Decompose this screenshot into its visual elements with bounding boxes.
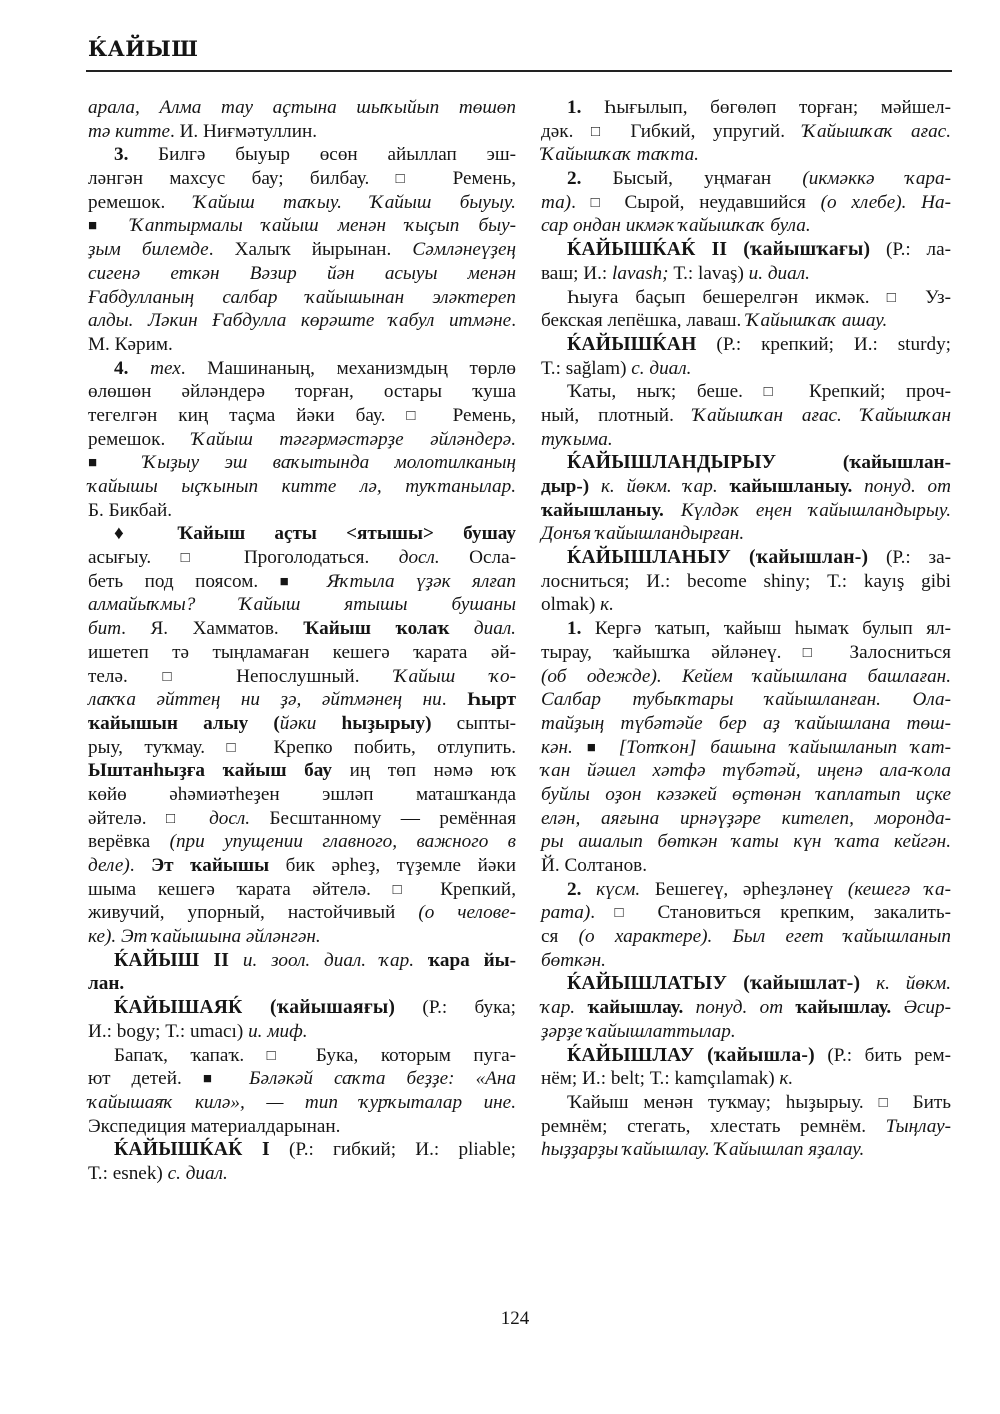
text-line (88, 167, 516, 191)
italic-text: с. диал. (631, 357, 692, 379)
text-run: Уз- (908, 286, 952, 308)
italic-text: ҡан йәшел хәтфә түбәтәй, иңенә ала-ҡола (541, 760, 951, 782)
text-run: ремешок. (88, 428, 192, 450)
text-run: Һыуға баҫып бешерелгән икмәк. (567, 286, 887, 308)
italic-text: күсм. (596, 878, 641, 900)
example-marker-icon: ■ (586, 739, 605, 756)
bold-text: һыҙырыу) (316, 712, 432, 734)
text-line (88, 736, 516, 760)
bold-text: ҡайышын алыу ( (88, 712, 280, 734)
italic-text: тә китте (88, 120, 170, 142)
italic-text: алмайыҡмы? Ҡайыш ятышы бушаны (88, 594, 516, 616)
bold-text: Ҡайыш ҡолаҡ (303, 618, 450, 640)
text-line (88, 807, 516, 831)
translation-marker-icon: □ (763, 384, 789, 401)
text-run: Залосниться (828, 641, 952, 663)
text-run: ләнгән махсус бау; билбау. (88, 168, 396, 190)
text-line (88, 214, 516, 238)
text-line (88, 830, 516, 854)
text-line (541, 1115, 951, 1139)
translation-marker-icon: □ (165, 810, 190, 827)
text-line (541, 451, 951, 475)
text-line (88, 712, 516, 736)
text-run: (Р.: гибкий; И.: pliable; (269, 1139, 516, 1161)
text-line (88, 593, 516, 617)
text-line (541, 499, 951, 523)
page-number: 124 (500, 1308, 530, 1329)
text-line (88, 1044, 516, 1068)
italic-text: Ҡайышҡаҡ ашау. (746, 310, 888, 332)
text-line (88, 901, 516, 925)
italic-text: йәки (279, 712, 317, 734)
italic-text: Ҡайыш тәгәрмәстәрҙе әйләндерә. (191, 428, 516, 450)
italic-text: тайҙың түбәтәйе бер аҙ ҡайышлана төш- (541, 712, 951, 734)
text-run: Ҡайыш менән туҡмау; һыҙырыу. (567, 1091, 879, 1113)
text-line (541, 854, 951, 878)
bold-text: ҡара йы- (414, 949, 517, 971)
italic-text: арала, Алма тау аҫтына шыҡыйып төшөп (88, 97, 516, 118)
text-line (541, 214, 951, 238)
italic-text: һыҙҙарҙы ҡайышлау. Ҡайышлап яҙалау. (541, 1139, 865, 1161)
italic-text: Сәмләнеүҙең (412, 239, 516, 261)
bold-text: ♦ Ҡайыш аҫты <ятышы> бушау (114, 523, 516, 545)
text-run: дәк. (541, 120, 591, 142)
text-line (541, 404, 951, 428)
italic-text: туҡыма. (541, 428, 613, 450)
headword: ЌАЙЫШ II (114, 949, 230, 971)
text-run: Крепкий, (418, 878, 516, 900)
translation-marker-icon: □ (266, 1047, 294, 1064)
text-line (541, 925, 951, 949)
text-run (128, 358, 150, 379)
text-run: нём; И.: belt; Т.: kamçılamak) (541, 1068, 780, 1090)
text-line (541, 522, 951, 546)
bold-text: лан. (88, 973, 125, 995)
bold-text: 3. (114, 144, 129, 166)
text-run: шыма кешегә ҡарата әйтелә. (88, 878, 393, 900)
text-run: . Машинаның, механизмдың төрлө (180, 357, 516, 379)
text-run: Сырой, неудавшийся (609, 191, 821, 213)
text-run: Ремень, (426, 168, 517, 190)
text-run: беть под поясом. (88, 570, 280, 592)
text-run: М. Кәрим. (88, 333, 173, 355)
text-line (88, 428, 516, 452)
text-line (88, 759, 516, 783)
italic-text: ҙәрҙе ҡайышлаттылар. (541, 1020, 736, 1042)
text-run: Экспедиция материалдарынан. (88, 1115, 341, 1137)
text-run: сыпты- (431, 712, 517, 734)
text-run: . Халыҡ йырынан. (208, 239, 413, 261)
text-line (88, 1091, 516, 1115)
text-line (88, 1067, 516, 1091)
text-line (88, 499, 516, 523)
italic-text: к. (600, 594, 614, 616)
italic-text: Яҡтыла үҙәк ялғап (305, 570, 516, 592)
italic-text: сигенә еткән Вәзир йән асыуы менән (88, 262, 516, 284)
text-line (541, 262, 951, 286)
text-run: Бука, которым пуга- (293, 1044, 516, 1066)
text-line (541, 309, 951, 333)
text-line (541, 736, 951, 760)
italic-text: досл. (209, 807, 251, 829)
italic-text: ры ашалып бөткән ҡаты күн ҡата кейгән. (541, 831, 951, 853)
text-line (88, 570, 516, 594)
bold-text: ҡайышланыу. (717, 476, 853, 497)
bold-text: 1. (567, 97, 582, 118)
text-line (88, 996, 516, 1020)
italic-text: рата) (541, 902, 591, 924)
italic-text: ҡайышаяҡ килә», — тип ҡурҡыталар ине. (88, 1091, 516, 1113)
text-run: Ҡаты, ныҡ; беше. (567, 381, 764, 403)
text-run: ваш; И.: (541, 262, 613, 284)
italic-text: Бәләкәй саҡта беҙҙе: «Ана (228, 1068, 516, 1090)
text-run: Й. Солтанов. (541, 855, 648, 876)
text-line (88, 783, 516, 807)
text-run: Ремень, (431, 404, 516, 426)
text-run: Бесштанному — ремённая (250, 807, 517, 829)
text-run: (Р.: бить рем- (814, 1044, 951, 1066)
italic-text: с. диал. (167, 1162, 228, 1184)
text-line (541, 1044, 951, 1068)
text-line (88, 120, 516, 144)
text-run: Гибкий, упругий. (612, 120, 803, 142)
text-line (541, 546, 951, 570)
text-run: . Я. Хамматов. (121, 618, 304, 640)
italic-text: к. йөкм. ҡар. (589, 476, 718, 497)
text-line (541, 1067, 951, 1091)
text-run (190, 808, 209, 829)
text-line (541, 96, 951, 120)
text-line (88, 191, 516, 215)
text-run: рыу, туҡмау. (88, 736, 227, 758)
text-run: әйтелә. (88, 807, 166, 829)
text-run: Т.: lavaş) (668, 262, 749, 284)
italic-text: ҙым билемде (88, 239, 209, 261)
text-line (541, 878, 951, 902)
italic-text: сар ондан икмәк ҡайышҡаҡ була. (541, 215, 811, 237)
italic-text: Ҡайышҡаҡ таҡта. (541, 144, 699, 166)
translation-marker-icon: □ (802, 644, 829, 661)
text-run (581, 879, 596, 900)
text-line (541, 570, 951, 594)
text-line (541, 167, 951, 191)
text-line (541, 286, 951, 310)
italic-text: Ҡайышҡаҡ ағас. (802, 120, 951, 142)
header-rule (86, 70, 952, 72)
text-line (88, 878, 516, 902)
text-line (88, 1138, 516, 1162)
example-marker-icon: ■ (88, 455, 118, 472)
text-run: көйө әһәмиәтһеҙен эшләп маташҡанда (88, 783, 516, 805)
headword: ЌАЙЫШЛАУ (ҡайышла-) (567, 1044, 815, 1066)
italic-text: понуд. от (852, 476, 952, 497)
italic-text: и. миф. (248, 1020, 308, 1042)
italic-text: ке). Эт ҡайышына әйләнгән. (88, 926, 321, 948)
text-run: И.: bogy; Т.: umacı) (88, 1020, 249, 1042)
text-run: (Р.: бука; (395, 997, 516, 1019)
text-line (88, 262, 516, 286)
text-line (88, 665, 516, 689)
running-head: ЌАЙЫШ (88, 36, 199, 61)
text-run: иң төп нәмә юҡ (331, 760, 517, 782)
translation-marker-icon: □ (392, 881, 419, 898)
text-run: ся (541, 926, 579, 948)
text-line (541, 783, 951, 807)
bold-text: 2. (567, 878, 582, 900)
italic-text: [Тотҡон] башына ҡайышланып ҡат- (604, 736, 951, 758)
italic-text: ҡайышы ыҫҡынып китте лә, туҡтанылар. (88, 476, 516, 497)
italic-text: Әсир- (891, 997, 951, 1019)
text-run: бик әрһеҙ, түҙемле йәки (269, 855, 517, 876)
translation-marker-icon: □ (226, 739, 253, 756)
italic-text: ҡар. (541, 997, 576, 1019)
italic-text: Ҡайыш таҡыу. Ҡайыш быуыу. (193, 191, 516, 213)
bold-text: Ыштанһыҙға ҡайыш бау (88, 760, 332, 782)
italic-text: буйлы оҙон кәзәкей өҫтөнән ҡаплатып иҫке (541, 783, 951, 805)
bold-text: ҡайышлау. (575, 997, 684, 1019)
italic-text: Ғабдулланың салбар ҡайышынан эләктереп (88, 286, 516, 308)
headword: ЌАЙЫШЛАНЫУ (ҡайышлан-) (567, 547, 869, 569)
text-line (541, 665, 951, 689)
translation-marker-icon: □ (162, 668, 202, 685)
text-run: Бешегеү, әрһеҙләнеү (640, 878, 848, 900)
bold-text: дыр-) (541, 476, 590, 497)
text-line (88, 357, 516, 381)
italic-text: понуд. от (683, 997, 784, 1019)
text-run: Һығылып, бөгөлөп торған; мәйшел- (581, 97, 951, 118)
text-run: ремнём; стегать, хлестать ремнём. (541, 1115, 886, 1137)
italic-text: (при упущении главного, важного в (169, 831, 517, 853)
text-run: (Р.: крепкий; И.: sturdy; (696, 333, 951, 355)
example-marker-icon: ■ (279, 573, 306, 590)
headword: ЌАЙЫШЛАТЫУ (ҡайышлат-) (567, 973, 861, 995)
text-line (541, 688, 951, 712)
italic-text: (о хлебе). На- (820, 191, 952, 213)
example-marker-icon: ■ (202, 1071, 229, 1088)
italic-text: диал. (449, 618, 516, 640)
translation-marker-icon: □ (614, 905, 639, 922)
headword: ЌАЙЫШЌАН (567, 333, 697, 355)
text-run: Непослушный. (201, 665, 395, 687)
text-line (541, 475, 951, 499)
text-run: Бапаҡ, ҡапаҡ. (114, 1044, 267, 1066)
italic-text: Салбар тубыҡтары ҡайышланған. Ола- (541, 689, 951, 711)
text-line (541, 143, 951, 167)
headword: ЌАЙЫШАЯЌ (ҡайышаяғы) (114, 997, 396, 1019)
italic-text: лаҡҡа әйттең ни ҙә, әйтмәнең ни (88, 689, 442, 711)
text-run: . (129, 855, 152, 876)
headword: ЌАЙЫШЌАЌ II (ҡайышҡағы) (567, 239, 871, 261)
italic-text: Ҡайышҡан ағас. Ҡайышҡан (692, 404, 951, 426)
bold-text: 4. (114, 357, 129, 379)
text-run: (Р.: ла- (870, 239, 951, 261)
text-line (88, 1115, 516, 1139)
bold-text: Һырт (467, 689, 516, 711)
italic-text: и. зоол. диал. ҡар. (229, 949, 415, 971)
text-line (88, 451, 516, 475)
text-run: ишетеп тә тыңламаған кешегә ҡарата әй- (88, 641, 516, 663)
text-run: Бысый, уңмаған (581, 168, 803, 190)
text-line (88, 546, 516, 570)
text-run: ремешок. (88, 191, 194, 213)
italic-text: (о челове- (418, 902, 516, 924)
text-run: Крепко побить, отлупить. (252, 736, 517, 758)
italic-text: к. йөкм. (860, 973, 951, 995)
text-line (88, 404, 516, 428)
text-line (541, 901, 951, 925)
text-line (88, 1162, 516, 1186)
text-line (541, 428, 951, 452)
text-run: ный, плотный. (541, 404, 693, 426)
text-line (541, 617, 951, 641)
italic-text: (кешегә ҡа- (847, 878, 952, 900)
text-line (541, 712, 951, 736)
text-line (541, 1091, 951, 1115)
bold-text: Эт ҡайышы (151, 855, 270, 876)
text-line (88, 617, 516, 641)
italic-text: деле) (88, 855, 130, 876)
text-line (541, 1020, 951, 1044)
text-line (541, 830, 951, 854)
bold-text: (ҡайышлан- (776, 452, 951, 474)
italic-text: (икмәккә ҡара- (802, 168, 951, 190)
text-line (88, 854, 516, 878)
text-run: Б. Бикбай. (88, 499, 173, 521)
text-line (88, 143, 516, 167)
text-line (541, 333, 951, 357)
text-line (88, 522, 516, 546)
italic-text: Ҡыҙыу эш ваҡытында молотилканың (117, 452, 517, 474)
italic-text: бит (88, 618, 122, 640)
text-line (541, 641, 951, 665)
text-line (541, 380, 951, 404)
text-run: Т.: sağlam) (541, 357, 632, 379)
bold-text: 1. (567, 618, 582, 640)
left-column (88, 96, 516, 1186)
text-line (88, 380, 516, 404)
text-line (88, 96, 516, 120)
text-run: телә. (88, 665, 163, 687)
italic-text: тех (150, 357, 181, 379)
text-run: тырау, ҡайышҡа әйләнеү. (541, 641, 803, 663)
text-run: асығыу. (88, 547, 181, 569)
text-run: Т.: esnek) (88, 1162, 168, 1184)
text-run: . И. Ниғмәтуллин. (169, 120, 318, 142)
italic-text: lavash; (612, 262, 669, 284)
translation-marker-icon: □ (590, 194, 610, 211)
italic-text: Ҡайыш ҡо- (394, 665, 516, 687)
italic-text: кән. (541, 736, 587, 758)
bold-text: 2. (567, 168, 582, 190)
text-line (541, 357, 951, 381)
text-run: Становиться крепким, закалить- (638, 902, 952, 924)
italic-text: Күлдәк еңен ҡайышландырыу. (663, 499, 951, 521)
bold-text: ҡайышлау. (783, 997, 892, 1019)
headword: ЌАЙЫШЌАЌ I (114, 1139, 270, 1161)
text-line (88, 1020, 516, 1044)
italic-text: (о характере). Был егет ҡайышланып (578, 926, 952, 948)
bold-text: ҡайышланыу. (541, 499, 664, 521)
italic-text: алды. Ләкин Ғабдулла көрәште ҡабул итмәне (88, 310, 512, 332)
text-line (541, 191, 951, 215)
text-run: olmak) (541, 594, 601, 616)
translation-marker-icon: □ (406, 407, 432, 424)
example-marker-icon: ■ (88, 218, 112, 235)
right-column (541, 96, 951, 1162)
text-line (541, 1138, 951, 1162)
text-line (541, 593, 951, 617)
text-line (88, 925, 516, 949)
translation-marker-icon: □ (180, 550, 215, 567)
text-line (541, 972, 951, 996)
text-run: . (571, 191, 591, 213)
text-run: Бить (897, 1091, 952, 1113)
text-run: тегелгән киң таҫма йәки бау. (88, 404, 407, 426)
text-line (541, 759, 951, 783)
text-line (88, 688, 516, 712)
text-run: лосниться; И.: become shiny; Т.: kayış gibi (541, 570, 951, 592)
italic-text: (об одежде). Кейем ҡайышлана башлаған. (541, 665, 951, 687)
italic-text: досл. (398, 547, 440, 569)
text-run: верёвка (88, 831, 170, 853)
italic-text: и. диал. (748, 262, 810, 284)
text-line (88, 641, 516, 665)
text-line (541, 996, 951, 1020)
text-run: Осла- (439, 547, 517, 569)
text-run: Проголодаться. (214, 547, 399, 569)
text-line (88, 949, 516, 973)
text-run: өлөшөн әйләндерә торған, остары ҡуша (88, 381, 516, 403)
translation-marker-icon: □ (590, 123, 613, 140)
translation-marker-icon: □ (886, 289, 909, 306)
text-line (88, 286, 516, 310)
text-line (88, 309, 516, 333)
italic-text: та) (541, 191, 572, 213)
text-run: бекская лепёшка, лаваш. (541, 310, 747, 332)
italic-text: елән, аяғына ирнәүҙәре кителеп, моронда- (541, 807, 951, 829)
headword: ЌАЙЫШЛАНДЫРЫУ (567, 452, 777, 474)
text-line (541, 120, 951, 144)
text-run: Крепкий; проч- (788, 381, 951, 403)
text-run: живучий, упорный, настойчивый (88, 902, 419, 924)
text-run: (Р.: за- (868, 547, 951, 569)
text-run: Кергә ҡатып, ҡайыш һымаҡ булып ял- (581, 618, 951, 640)
text-line (541, 807, 951, 831)
text-line (88, 238, 516, 262)
text-run: ют детей. (88, 1068, 203, 1090)
italic-text: Донъя ҡайышландырған. (541, 523, 745, 545)
text-run: . (590, 902, 615, 924)
text-line (88, 333, 516, 357)
translation-marker-icon: □ (878, 1094, 898, 1111)
text-run: . (511, 310, 516, 332)
translation-marker-icon: □ (395, 171, 427, 188)
text-run: . (441, 689, 468, 711)
italic-text: Ҡаптырмалы ҡайыш менән ҡыҫып быу- (111, 215, 516, 237)
italic-text: бөткән. (541, 949, 606, 971)
text-line (541, 238, 951, 262)
text-line (541, 949, 951, 973)
italic-text: к. (779, 1068, 794, 1090)
text-line (88, 972, 516, 996)
italic-text: Тыңлау- (885, 1115, 951, 1137)
text-run: Билгә быуыр өсөн айыллап эш- (128, 144, 516, 166)
text-line (88, 475, 516, 499)
